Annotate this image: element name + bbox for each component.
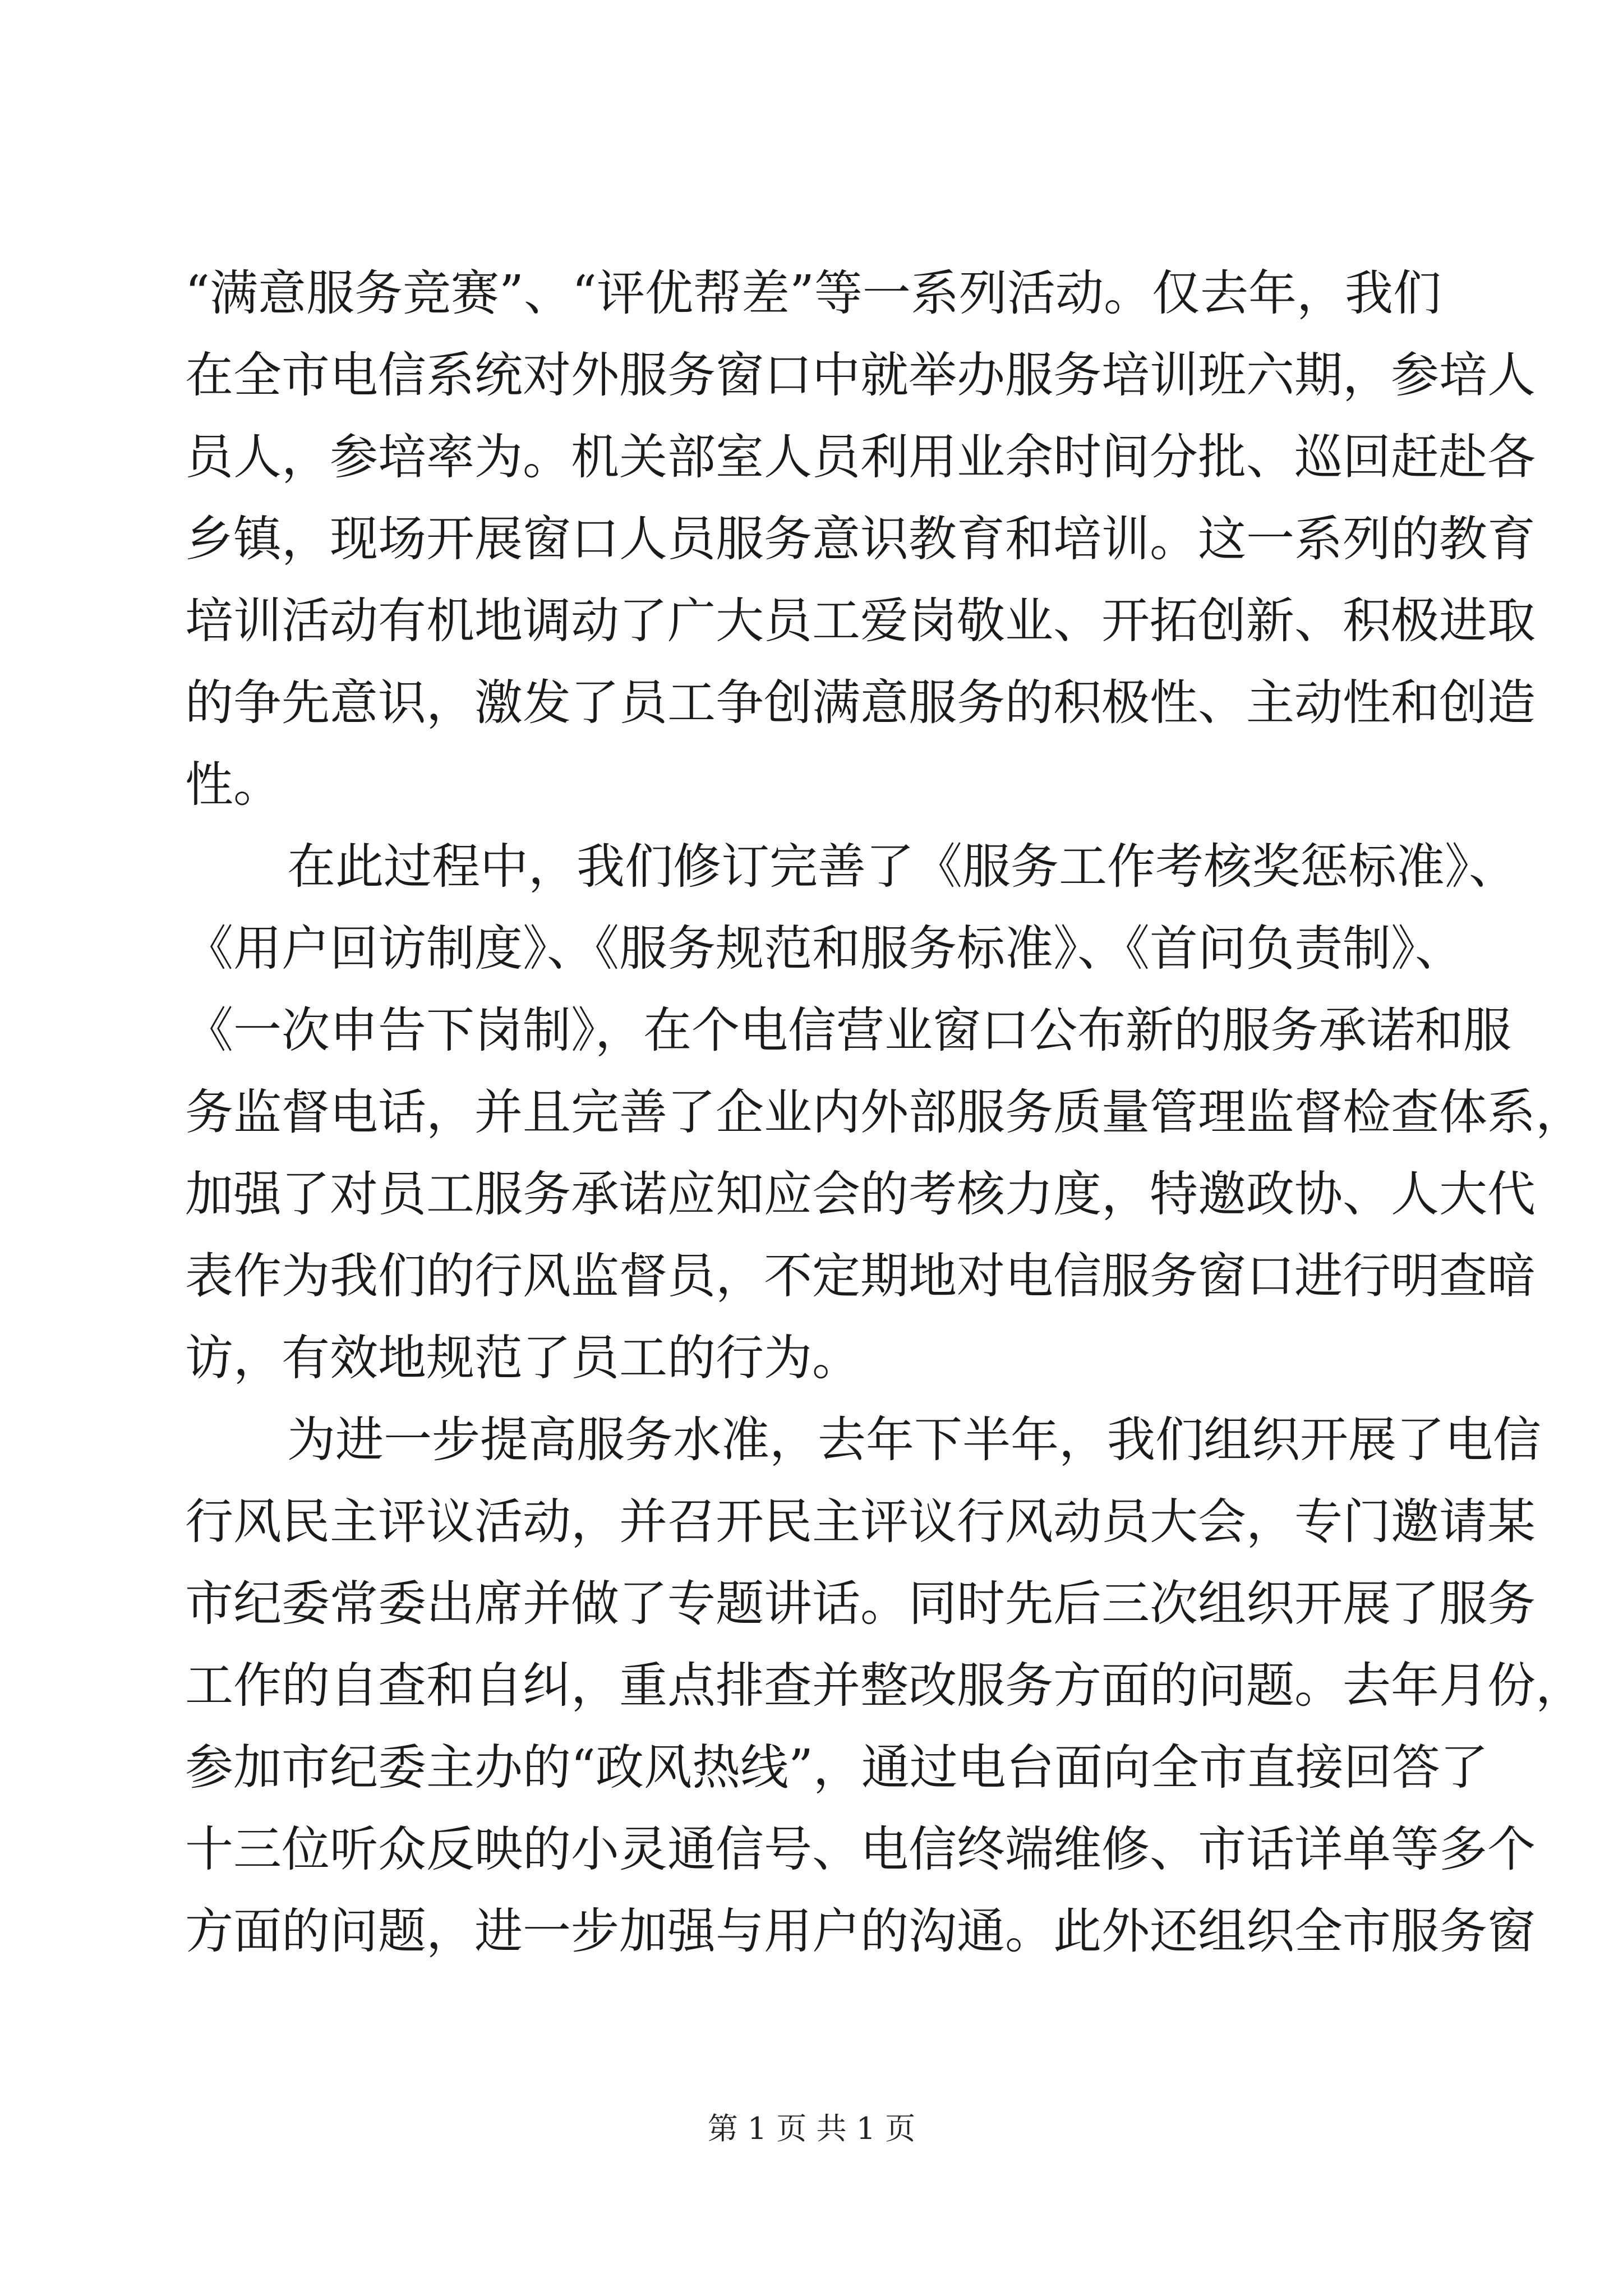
text-line: 表作为我们的行风监督员，不定期地对电信服务窗口进行明查暗 [185, 1248, 1536, 1304]
text-line: 加强了对员工服务承诺应知应会的考核力度，特邀政协、人大代 [185, 1166, 1536, 1222]
text-line: 在此过程中，我们修订完善了《服务工作考核奖惩标准》、 [287, 839, 1517, 895]
text-line: 性。 [185, 757, 282, 813]
text-line: 培训活动有机地调动了广大员工爱岗敬业、开拓创新、积极进取 [185, 593, 1536, 649]
text-line: 市纪委常委出席并做了专题讲话。同时先后三次组织开展了服务 [185, 1576, 1536, 1632]
text-line: 参加市纪委主办的“政风热线”，通过电台面向全市直接回答了 [185, 1740, 1488, 1796]
page-number-footer: 第 1 页 共 1 页 [707, 2111, 916, 2146]
text-line: 《一次申告下岗制》，在个电信营业窗口公布新的服务承诺和服 [185, 1002, 1511, 1059]
text-line: 务监督电话，并且完善了企业内外部服务质量管理监督检查体系， [185, 1084, 1584, 1140]
text-line: 乡镇，现场开展窗口人员服务意识教育和培训。这一系列的教育 [185, 511, 1536, 567]
text-line: 员人，参培率为。机关部室人员利用业余时间分批、巡回赶赴各 [185, 429, 1536, 485]
text-line: 工作的自查和自纠，重点排查并整改服务方面的问题。去年月份， [185, 1658, 1584, 1714]
text-line: 访，有效地规范了员工的行为。 [185, 1330, 860, 1386]
text-line: 在全市电信系统对外服务窗口中就举办服务培训班六期，参培人 [185, 347, 1536, 403]
text-line: 的争先意识，激发了员工争创满意服务的积极性、主动性和创造 [185, 675, 1536, 731]
text-line: 方面的问题，进一步加强与用户的沟通。此外还组织全市服务窗 [185, 1903, 1536, 1959]
text-line: 行风民主评议活动，并召开民主评议行风动员大会，专门邀请某 [185, 1494, 1536, 1550]
body-text [185, 252, 1584, 1972]
text-line: 《用户回访制度》、《服务规范和服务标准》、《首问负责制》、 [185, 921, 1463, 977]
text-line: “满意服务竞赛”、“评优帮差”等一系列活动。仅去年，我们 [185, 265, 1441, 321]
text-line: 十三位听众反映的小灵通信号、电信终端维修、市话详单等多个 [185, 1821, 1536, 1878]
text-line: 为进一步提高服务水准，去年下半年，我们组织开展了电信 [287, 1412, 1541, 1468]
